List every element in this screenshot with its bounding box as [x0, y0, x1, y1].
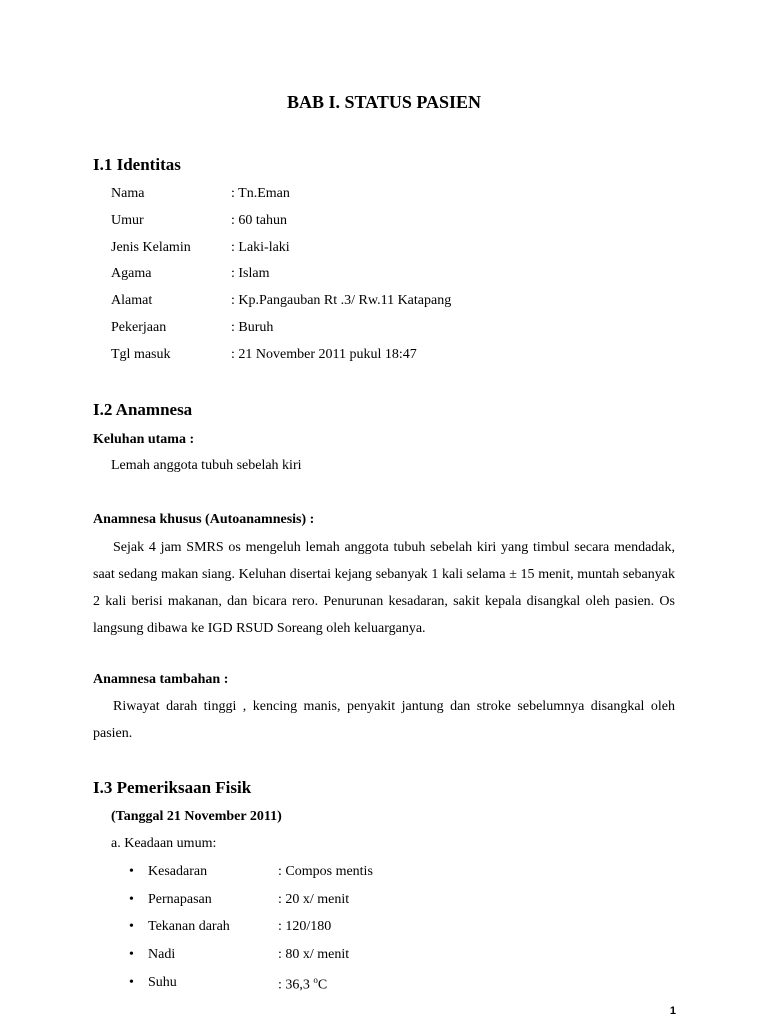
section-heading-pemeriksaan: I.3 Pemeriksaan Fisik — [93, 778, 252, 797]
field-value: : Islam — [231, 266, 270, 281]
vital-label: Nadi — [148, 947, 176, 962]
bullet-icon: • — [129, 864, 134, 879]
anamnesa-tambahan-text: Riwayat darah tinggi , kencing manis, penyakit jantung dan stroke sebelumnya disangkal oleh pasien. — [93, 699, 675, 741]
exam-date: (Tanggal 21 November 2011) — [111, 809, 282, 824]
anamnesa-khusus-label: Anamnesa khusus (Autoanamnesis) : — [93, 512, 315, 527]
vital-value: : 120/180 — [278, 919, 332, 934]
vital-label: Pernapasan — [148, 892, 212, 907]
field-value: : 60 tahun — [231, 213, 287, 228]
vital-value: : 80 x/ menit — [278, 947, 350, 962]
bullet-icon: • — [129, 947, 134, 962]
keadaan-umum-heading: a. Keadaan umum: — [111, 836, 217, 851]
vital-label: Kesadaran — [148, 864, 208, 879]
field-value: : Laki-laki — [231, 240, 290, 255]
field-label: Pekerjaan — [111, 320, 167, 335]
vital-label: Tekanan darah — [148, 919, 230, 934]
anamnesa-khusus-text: Sejak 4 jam SMRS os mengeluh lemah anggota tubuh sebelah kiri yang timbul secara mendadak, saat sedang makan siang. Keluhan disertai kejang sebanyak 1 kali selama ± 15 menit, muntah sebanyak 2 kali berisi makanan, dan bicara rero. Penurunan kesadaran, sakit kepala disangkal oleh pasien. Os langsung dibawa ke IGD RSUD Soreang oleh keluarganya. — [93, 540, 675, 636]
field-value: : Kp.Pangauban Rt .3/ Rw.11 Katapang — [231, 293, 452, 308]
field-value: : Tn.Eman — [231, 186, 290, 201]
vital-value — [278, 975, 327, 994]
vital-value: : 20 x/ menit — [278, 892, 350, 907]
field-label: Nama — [111, 186, 145, 201]
section-heading-anamnesa: I.2 Anamnesa — [93, 400, 193, 419]
degree-sup: o — [313, 975, 318, 985]
field-label: Umur — [111, 213, 144, 228]
keluhan-utama-label: Keluhan utama : — [93, 432, 195, 447]
section-heading-identitas: I.1 Identitas — [93, 155, 181, 174]
vital-label: Suhu — [148, 975, 177, 990]
bullet-icon: • — [129, 975, 134, 990]
keluhan-utama-text: Lemah anggota tubuh sebelah kiri — [111, 458, 302, 473]
field-label: Tgl masuk — [111, 347, 171, 362]
page-number: 1 — [669, 1005, 676, 1017]
field-value: : 21 November 2011 pukul 18:47 — [231, 347, 417, 362]
temperature-unit: C — [317, 977, 328, 993]
bullet-icon: • — [129, 892, 134, 907]
field-value: : Buruh — [231, 320, 274, 335]
temperature-value: : 36,3 — [278, 977, 314, 993]
document-title: BAB I. STATUS PASIEN — [286, 92, 482, 112]
anamnesa-tambahan-label: Anamnesa tambahan : — [93, 672, 229, 687]
bullet-icon: • — [129, 919, 134, 934]
field-label: Alamat — [111, 293, 153, 308]
field-label: Agama — [111, 266, 152, 281]
vital-value: : Compos mentis — [278, 864, 373, 879]
field-label: Jenis Kelamin — [111, 240, 191, 255]
